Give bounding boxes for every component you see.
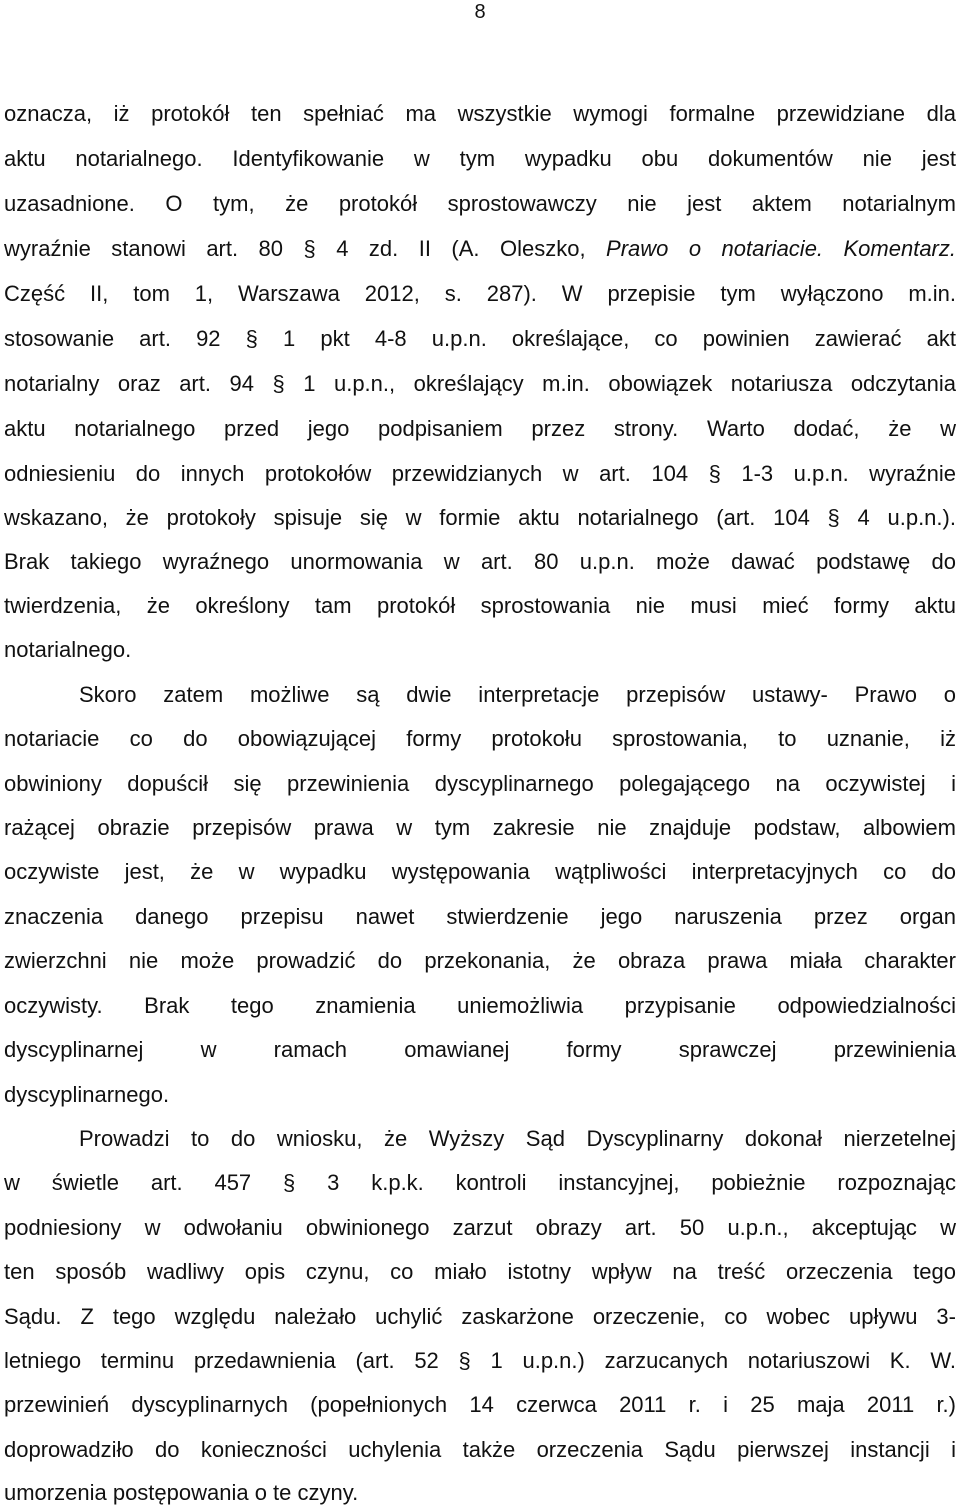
text-line: zwierzchni nie może prowadzić do przekonania, że obraza prawa miała charakter bbox=[4, 948, 956, 973]
section-sign-icon: § bbox=[303, 236, 316, 261]
text-segment: 1 u.p.n., określający m.in. obowiązek notariusza odczytania bbox=[303, 371, 956, 396]
text-line bbox=[4, 1346, 956, 1376]
text-line: dyscyplinarnej w ramach omawianej formy sprawczej przewinienia bbox=[4, 1037, 956, 1062]
section-sign-icon: § bbox=[283, 1170, 296, 1195]
text-line: dyscyplinarnego. bbox=[4, 1082, 170, 1107]
text-line: oczywiste jest, że w wypadku występowania wątpliwości interpretacyjnych co do bbox=[4, 859, 956, 884]
text-segment: w świetle art. 457 bbox=[4, 1170, 252, 1195]
text-segment: odniesieniu do innych protokołów przewidzianych w art. 104 bbox=[4, 461, 689, 486]
text-line: znaczenia danego przepisu nawet stwierdzenie jego naruszenia przez organ bbox=[4, 904, 956, 929]
text-line: doprowadziło do konieczności uchylenia także orzeczenia Sądu pierwszej instancji i bbox=[4, 1437, 956, 1462]
text-line bbox=[4, 503, 956, 533]
text-line: Część II, tom 1, Warszawa 2012, s. 287). W przepisie tym wyłączono m.in. bbox=[4, 281, 956, 306]
text-line: rażącej obrazie przepisów prawa w tym zakresie nie znajduje podstaw, albowiem bbox=[4, 815, 956, 840]
text-line: notarialnego. bbox=[4, 637, 132, 662]
text-line: Brak takiego wyraźnego unormowania w art. 80 u.p.n. może dawać podstawę do bbox=[4, 549, 956, 574]
text-line bbox=[4, 369, 956, 399]
text-segment: letniego terminu przedawnienia (art. 52 bbox=[4, 1348, 439, 1373]
text-segment: notarialny oraz art. 94 bbox=[4, 371, 254, 396]
text-segment: 4 zd. II (A. Oleszko, bbox=[336, 236, 586, 261]
text-segment: 3 k.p.k. kontroli instancyjnej, pobieżnie rozpoznając bbox=[327, 1170, 956, 1195]
text-line: Skoro zatem możliwe są dwie interpretacje przepisów ustawy- Prawo o bbox=[79, 682, 956, 707]
text-line: Prowadzi to do wniosku, że Wyższy Sąd Dyscyplinarny dokonał nierzetelnej bbox=[79, 1126, 956, 1151]
text-line: notariacie co do obowiązującej formy protokołu sprostowania, to uznanie, iż bbox=[4, 726, 956, 751]
section-sign-icon: § bbox=[827, 505, 840, 530]
page-number: 8 bbox=[474, 1, 486, 23]
text-line bbox=[4, 459, 956, 489]
text-segment: wskazano, że protokoły spisuje się w formie aktu notarialnego (art. 104 bbox=[4, 505, 810, 530]
text-segment: 1 u.p.n.) zarzucanych notariuszowi K. W. bbox=[490, 1348, 956, 1373]
text-line: umorzenia postępowania o te czyny. bbox=[4, 1480, 359, 1505]
section-sign-icon: § bbox=[708, 461, 721, 486]
text-line: uzasadnione. O tym, że protokół sprostowawczy nie jest aktem notarialnym bbox=[4, 191, 956, 216]
text-line bbox=[4, 324, 956, 354]
text-line: Sądu. Z tego względu należało uchylić zaskarżone orzeczenie, co wobec upływu 3- bbox=[4, 1304, 956, 1329]
text-line: aktu notarialnego przed jego podpisaniem przez strony. Warto dodać, że w bbox=[4, 416, 956, 441]
text-segment: wyraźnie stanowi art. 80 bbox=[4, 236, 284, 261]
text-line bbox=[4, 234, 956, 264]
text-segment: stosowanie art. 92 bbox=[4, 326, 221, 351]
text-line: obwiniony dopuścił się przewinienia dyscyplinarnego polegającego na oczywistej i bbox=[4, 771, 956, 796]
text-line: oznacza, iż protokół ten spełniać ma wszystkie wymogi formalne przewidziane dla bbox=[4, 101, 956, 126]
text-line: przewinień dyscyplinarnych (popełnionych 14 czerwca 2011 r. i 25 maja 2011 r.) bbox=[4, 1392, 956, 1417]
text-line: twierdzenia, że określony tam protokół sprostowania nie musi mieć formy aktu bbox=[4, 593, 956, 618]
text-line: podniesiony w odwołaniu obwinionego zarzut obrazy art. 50 u.p.n., akceptując w bbox=[4, 1215, 956, 1240]
text-line bbox=[4, 1168, 956, 1198]
text-segment: 4 u.p.n.). bbox=[857, 505, 956, 530]
text-segment: 1-3 u.p.n. wyraźnie bbox=[741, 461, 956, 486]
text-segment: 1 pkt 4-8 u.p.n. określające, co powinien zawierać akt bbox=[283, 326, 956, 351]
section-sign-icon: § bbox=[458, 1348, 471, 1373]
text-line: oczywisty. Brak tego znamienia uniemożliwia przypisanie odpowiedzialności bbox=[4, 993, 956, 1018]
text-line: ten sposób wadliwy opis czynu, co miało istotny wpływ na treść orzeczenia tego bbox=[4, 1259, 956, 1284]
text-line: aktu notarialnego. Identyfikowanie w tym wypadku obu dokumentów nie jest bbox=[4, 146, 956, 171]
section-sign-icon: § bbox=[272, 371, 285, 396]
citation-title: Prawo o notariacie. Komentarz. bbox=[606, 236, 956, 261]
section-sign-icon: § bbox=[245, 326, 258, 351]
